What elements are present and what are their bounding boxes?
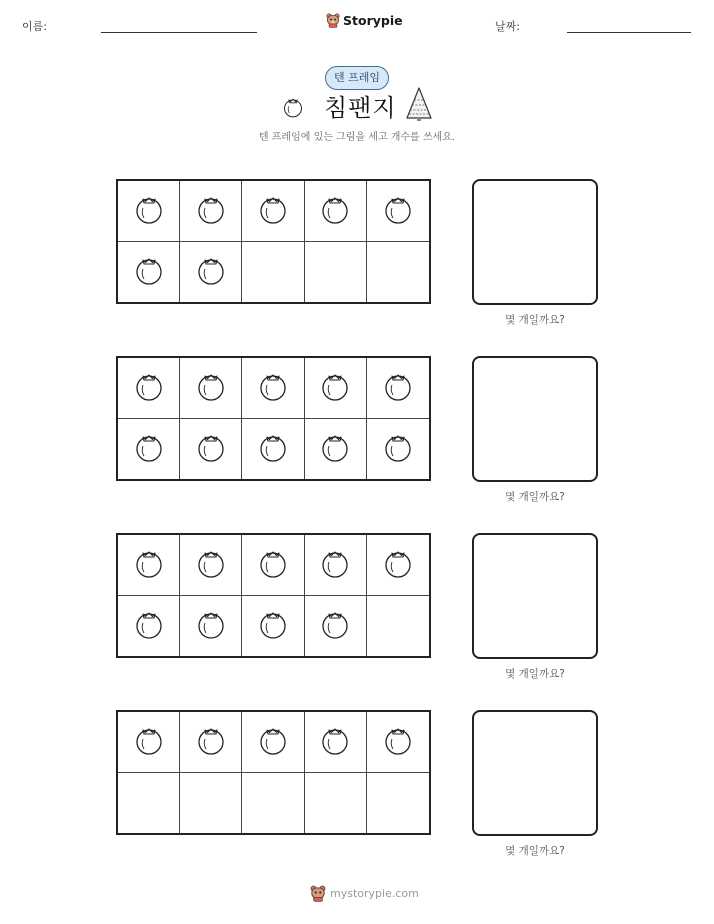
ten-frame-cell bbox=[367, 535, 429, 596]
fruit-icon bbox=[318, 192, 352, 230]
tree-icon bbox=[403, 86, 435, 122]
fruit-icon bbox=[318, 369, 352, 407]
ten-frame-cell bbox=[367, 712, 429, 773]
fruit-icon bbox=[256, 607, 290, 645]
ten-frame-cell bbox=[118, 773, 180, 834]
fruit-icon bbox=[318, 723, 352, 761]
answer-box[interactable] bbox=[472, 179, 598, 305]
fruit-icon bbox=[256, 430, 290, 468]
ten-frame-cell bbox=[242, 358, 304, 419]
ten-frame-cell bbox=[305, 358, 367, 419]
ten-frame-cell bbox=[305, 712, 367, 773]
fruit-icon bbox=[318, 430, 352, 468]
ten-frame-cell bbox=[180, 712, 242, 773]
answer-box[interactable] bbox=[472, 356, 598, 482]
fruit-icon bbox=[381, 546, 415, 584]
ten-frame bbox=[116, 179, 431, 304]
fruit-icon bbox=[194, 607, 228, 645]
ten-frame-cell bbox=[242, 712, 304, 773]
fruit-icon bbox=[318, 607, 352, 645]
ten-frame-cell bbox=[367, 419, 429, 480]
topic-pill: 텐 프레임 bbox=[325, 66, 389, 90]
fruit-icon bbox=[132, 253, 166, 291]
fruit-icon bbox=[381, 192, 415, 230]
ten-frame-cell bbox=[242, 596, 304, 657]
ten-frame-cell bbox=[180, 773, 242, 834]
ten-frame-cell bbox=[242, 419, 304, 480]
ten-frame-cell bbox=[305, 419, 367, 480]
footer bbox=[310, 884, 419, 902]
ten-frame-cell bbox=[367, 596, 429, 657]
ten-frame-cell bbox=[180, 596, 242, 657]
fruit-icon bbox=[194, 192, 228, 230]
fruit-icon bbox=[194, 430, 228, 468]
fruit-icon bbox=[256, 369, 290, 407]
fruit-icon bbox=[132, 723, 166, 761]
page-title: 침팬지 bbox=[324, 94, 397, 122]
ten-frame-cell bbox=[118, 596, 180, 657]
fruit-icon bbox=[194, 253, 228, 291]
ten-frame-cell bbox=[242, 535, 304, 596]
ten-frame-cell bbox=[118, 535, 180, 596]
ten-frame-cell bbox=[180, 535, 242, 596]
ten-frame-cell bbox=[305, 773, 367, 834]
ten-frame bbox=[116, 356, 431, 481]
bear-mascot-icon bbox=[310, 884, 326, 902]
ten-frame-cell bbox=[242, 242, 304, 303]
ten-frame-cell bbox=[118, 242, 180, 303]
fruit-icon bbox=[281, 94, 305, 120]
answer-box[interactable] bbox=[472, 533, 598, 659]
answer-prompt: 몇 개일까요? bbox=[505, 314, 565, 326]
ten-frame bbox=[116, 710, 431, 835]
ten-frame-cell bbox=[118, 419, 180, 480]
ten-frame-cell bbox=[305, 535, 367, 596]
ten-frame bbox=[116, 533, 431, 658]
ten-frame-cell bbox=[180, 242, 242, 303]
ten-frame-cell bbox=[305, 181, 367, 242]
fruit-icon bbox=[132, 369, 166, 407]
fruit-icon bbox=[256, 192, 290, 230]
ten-frame-cell bbox=[242, 773, 304, 834]
fruit-icon bbox=[132, 192, 166, 230]
fruit-icon bbox=[194, 546, 228, 584]
fruit-icon bbox=[194, 723, 228, 761]
ten-frame-cell bbox=[180, 419, 242, 480]
ten-frame-cell bbox=[367, 181, 429, 242]
ten-frame-cell bbox=[305, 596, 367, 657]
ten-frame-cell bbox=[118, 358, 180, 419]
ten-frame-cell bbox=[118, 712, 180, 773]
name-line[interactable] bbox=[101, 32, 257, 33]
fruit-icon bbox=[132, 430, 166, 468]
brand-logo bbox=[326, 12, 403, 28]
ten-frame-cell bbox=[367, 242, 429, 303]
ten-frame-cell bbox=[305, 242, 367, 303]
ten-frame-cell bbox=[118, 181, 180, 242]
brand-name: Storypie bbox=[343, 12, 403, 28]
fruit-icon bbox=[194, 369, 228, 407]
ten-frame-cell bbox=[367, 773, 429, 834]
fruit-icon bbox=[381, 369, 415, 407]
answer-prompt: 몇 개일까요? bbox=[505, 668, 565, 680]
fruit-icon bbox=[132, 546, 166, 584]
footer-url: mystorypie.com bbox=[330, 886, 419, 900]
fruit-icon bbox=[256, 546, 290, 584]
answer-box[interactable] bbox=[472, 710, 598, 836]
ten-frame-cell bbox=[180, 181, 242, 242]
bear-mascot-icon bbox=[326, 12, 340, 28]
fruit-icon bbox=[256, 723, 290, 761]
name-label: 이름: bbox=[22, 20, 47, 33]
fruit-icon bbox=[318, 546, 352, 584]
fruit-icon bbox=[381, 430, 415, 468]
date-label: 날짜: bbox=[495, 20, 520, 33]
ten-frame-cell bbox=[367, 358, 429, 419]
ten-frame-cell bbox=[242, 181, 304, 242]
ten-frame-cell bbox=[180, 358, 242, 419]
instruction-text: 텐 프레임에 있는 그림을 세고 개수를 쓰세요. bbox=[258, 132, 456, 143]
answer-prompt: 몇 개일까요? bbox=[505, 491, 565, 503]
date-line[interactable] bbox=[567, 32, 691, 33]
fruit-icon bbox=[381, 723, 415, 761]
fruit-icon bbox=[132, 607, 166, 645]
answer-prompt: 몇 개일까요? bbox=[505, 845, 565, 857]
